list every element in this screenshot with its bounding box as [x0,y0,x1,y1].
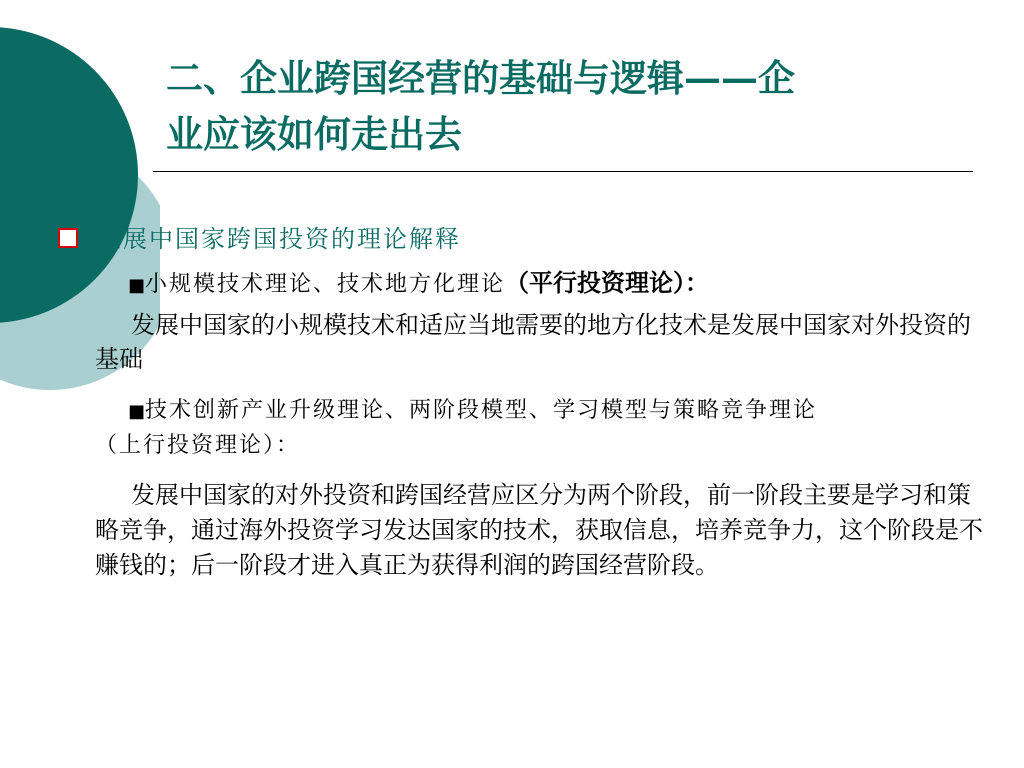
item1-heading [128,266,709,303]
item2-description: 发展中国家的对外投资和跨国经营应区分为两个阶段，前一阶段主要是学习和策略竞争，通过海外投资学习发达国家的技术，获取信息，培养竞争力，这个阶段是不赚钱的；后一阶段才进入真正为获得利润的跨国经营阶段。 [95,481,983,579]
item2-marker: ■ [128,401,146,422]
slide-title [166,50,966,162]
item1-description: 发展中国家的小规模技术和适应当地需要的地方化技术是发展中国家对外投资的基础 [95,311,971,373]
slide-title-line-2: 业应该如何走出去 [166,112,462,156]
item1-marker: ■ [128,275,146,296]
bullet-square-icon [58,228,78,248]
item2-heading [128,392,817,429]
item1-text: 小规模技术理论、技术地方化理论 [145,272,506,297]
item2-suffix: （上行投资理论）： [95,433,301,458]
item2-text: 技术创新产业升级理论、两阶段模型、学习模型与策略竞争理论 [145,398,818,423]
item1-suffix: （平行投资理论）： [505,268,710,297]
section-heading: 发展中国家跨国投资的理论解释 [97,225,461,253]
title-divider [153,171,973,172]
slide-title-line-1: 二、企业跨国经营的基础与逻辑——企 [166,56,795,100]
